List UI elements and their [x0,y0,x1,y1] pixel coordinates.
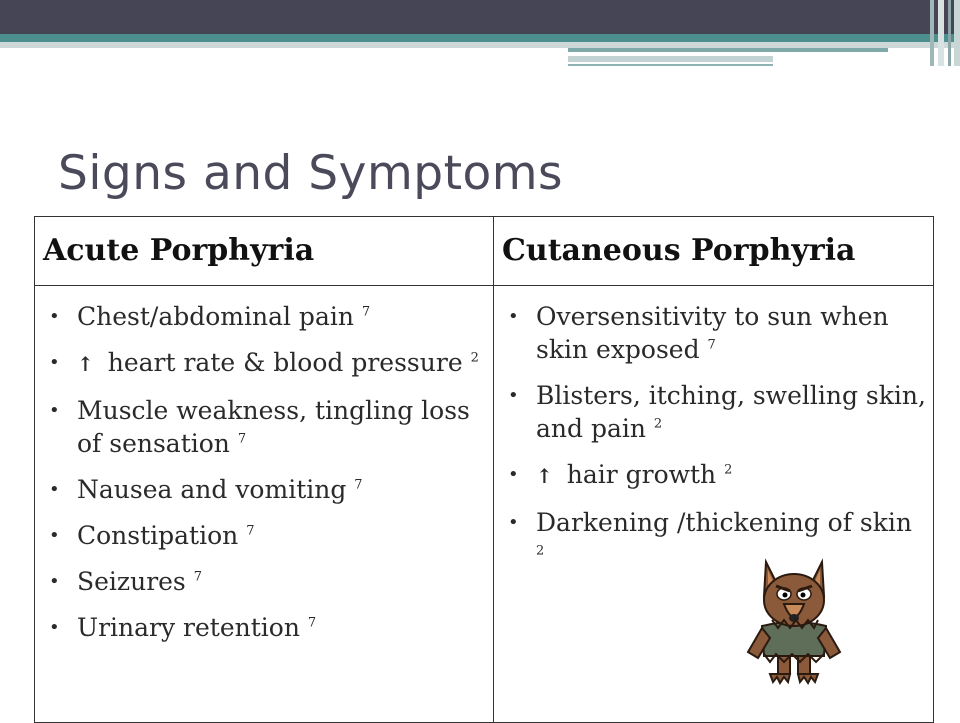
list-item-text: Urinary retention [77,613,308,642]
bullet-icon: • [508,512,519,533]
list-item-text: Constipation [77,521,247,550]
list-item-text: heart rate & blood pressure [99,348,471,377]
werewolf-icon [740,556,848,686]
decorative-line [568,56,773,62]
list-item [502,300,927,366]
decorative-line [568,48,888,52]
header-bar [0,0,960,34]
bullet-icon: • [49,525,60,546]
reference-number: 2 [536,543,545,559]
list-item [43,519,487,552]
reference-number: 2 [653,416,663,432]
acute-symptoms-list [43,300,487,644]
reference-number: 2 [470,350,479,366]
reference-number: 7 [707,337,716,353]
list-item [43,346,487,381]
header-cutaneous-porphyria: Cutaneous Porphyria [494,217,934,286]
list-item-text: Nausea and vomiting [77,475,355,504]
decorative-stripe [954,0,960,66]
arrow-up-icon: ↑ [77,352,94,376]
bullet-icon: • [508,385,519,406]
reference-number: 7 [193,569,202,585]
bullet-icon: • [49,479,60,500]
table-header-row [35,217,934,286]
cutaneous-symptoms-list [502,300,927,572]
list-item [43,565,487,598]
slide-title: Signs and Symptoms [58,146,564,201]
acute-symptoms-cell [35,286,494,723]
decorative-stripe [930,0,934,66]
decorative-stripe [948,0,951,66]
list-item [43,473,487,506]
bullet-icon: • [508,464,519,485]
list-item-text: Seizures [77,567,194,596]
list-item-text: Muscle weakness, tingling loss of sensation [77,396,470,458]
bullet-icon: • [49,352,60,373]
list-item-text: Blisters, itching, swelling skin, and pain [536,381,926,443]
list-item [502,506,927,572]
decorative-stripe [938,0,944,66]
list-item-text: Darkening /thickening of skin [536,508,912,537]
cutaneous-symptoms-cell [494,286,934,723]
bullet-icon: • [49,617,60,638]
reference-number: 7 [246,523,255,539]
bullet-icon: • [49,306,60,327]
header-accent-band [0,34,960,42]
reference-number: 7 [361,304,371,320]
list-item [502,458,927,493]
list-item-text: hair growth [558,460,725,489]
list-item [43,611,487,644]
reference-number: 7 [307,615,317,631]
bullet-icon: • [49,571,60,592]
header-acute-porphyria: Acute Porphyria [35,217,494,286]
bullet-icon: • [508,306,519,327]
arrow-up-icon: ↑ [536,464,553,488]
reference-number: 2 [724,462,733,478]
list-item [43,394,487,460]
bullet-icon: • [49,400,60,421]
list-item-text: Oversensitivity to sun when skin exposed [536,302,889,364]
list-item [502,379,927,445]
reference-number: 7 [354,477,363,493]
list-item-text: Chest/abdominal pain [77,302,362,331]
list-item [43,300,487,333]
decorative-line [568,64,773,66]
reference-number: 7 [237,431,247,447]
